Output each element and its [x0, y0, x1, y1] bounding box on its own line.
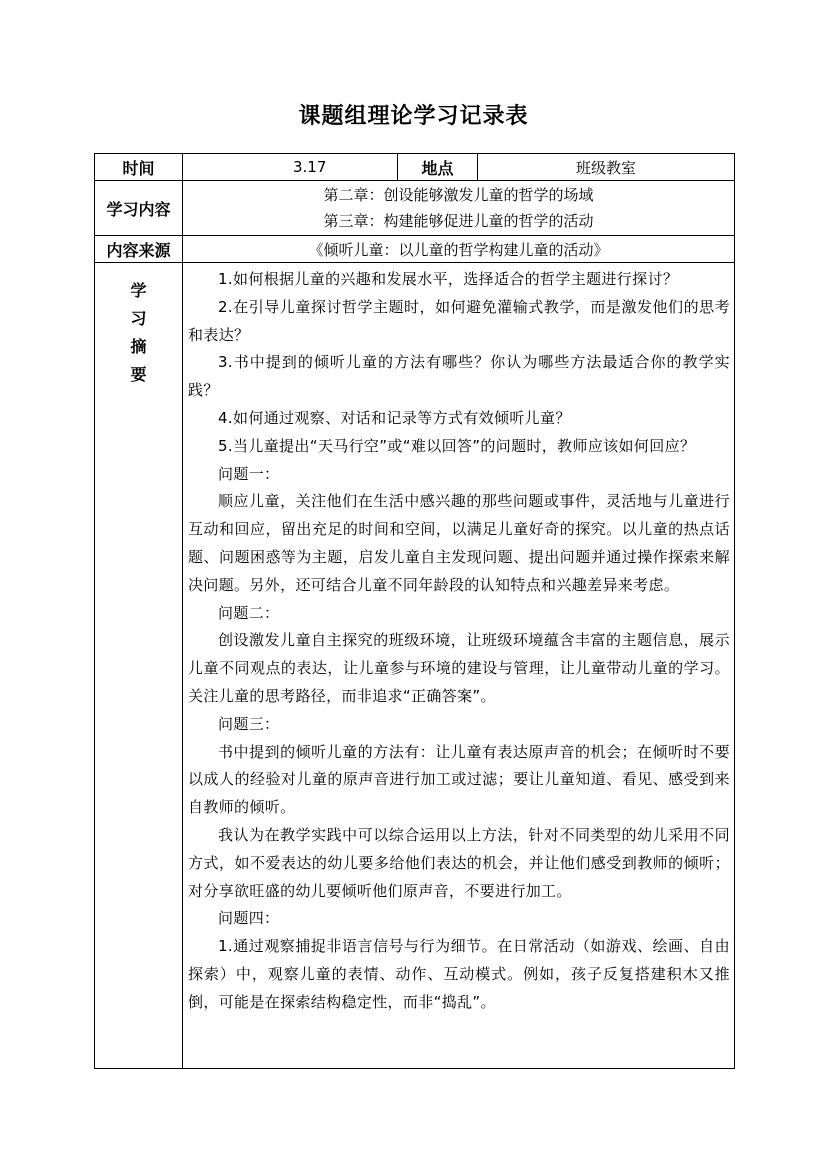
row-time-place	[95, 154, 735, 181]
question-1: 1.如何根据儿童的兴趣和发展水平，选择适合的哲学主题进行探讨？	[218, 270, 679, 288]
place-value: 班级教室	[478, 154, 735, 181]
abstract-body	[183, 263, 735, 1069]
abstract-char-2: 习	[130, 309, 147, 328]
record-table	[94, 153, 735, 1069]
content-line-1: 第二章：创设能够激发儿童的哲学的场域	[323, 186, 594, 204]
source-value: 《倾听儿童：以儿童的哲学构建儿童的活动》	[183, 236, 735, 263]
answer-heading-3: 问题三：	[218, 714, 280, 733]
abstract-char-4: 要	[130, 365, 147, 384]
time-value: 3.17	[183, 154, 398, 181]
row-source	[95, 236, 735, 263]
time-label: 时间	[95, 154, 183, 181]
content-label: 学习内容	[95, 181, 183, 236]
place-label: 地点	[398, 154, 478, 181]
abstract-char-3: 摘	[130, 337, 147, 356]
answer-1: 顺应儿童，关注他们在生活中感兴趣的那些问题或事件，灵活地与儿童进行互动和回应，留出充足的时间和空间，以满足儿童好奇的探究。以儿童的热点话题、问题困惑等为主题，启发儿童自主发现问题、提出问题并通过操作探索来解决问题。另外，还可结合儿童不同年龄段的认知特点和兴趣差异来考虑。	[188, 492, 730, 594]
page-title: 课题组理论学习记录表	[298, 103, 529, 129]
answer-3a: 书中提到的倾听儿童的方法有：让儿童有表达原声音的机会；在倾听时不要以成人的经验对儿童的原声音进行加工或过滤；要让儿童知道、看见、感受到来自教师的倾听。	[188, 742, 730, 817]
abstract-label	[95, 263, 183, 1069]
answer-3b: 我认为在教学实践中可以综合运用以上方法，针对不同类型的幼儿采用不同方式，如不爱表达的幼儿要多给他们表达的机会，并让他们感受到教师的倾听；对分享欲旺盛的幼儿要倾听他们原声音，不要进行加工。	[188, 825, 730, 900]
row-abstract	[95, 263, 735, 1069]
answer-heading-2: 问题二：	[218, 603, 280, 622]
content-line-2: 第三章：构建能够促进儿童的哲学的活动	[323, 212, 594, 230]
row-content	[95, 181, 735, 236]
question-2: 2.在引导儿童探讨哲学主题时，如何避免灌输式教学，而是激发他们的思考和表达？	[188, 297, 730, 344]
abstract-char-1: 学	[130, 281, 147, 300]
content-value	[183, 181, 735, 236]
answer-2: 创设激发儿童自主探究的班级环境，让班级环境蕴含丰富的主题信息，展示儿童不同观点的表达，让儿童参与环境的建设与管理，让儿童带动儿童的学习。关注儿童的思考路径，而非追求“正确答案”。	[188, 631, 730, 705]
question-3: 3.书中提到的倾听儿童的方法有哪些？你认为哪些方法最适合你的教学实践？	[188, 353, 730, 400]
question-5: 5.当儿童提出“天马行空”或“难以回答”的问题时，教师应该如何回应？	[218, 436, 696, 455]
source-label: 内容来源	[95, 236, 183, 263]
answer-heading-1: 问题一：	[218, 464, 280, 483]
answer-4: 1.通过观察捕捉非语言信号与行为细节。在日常活动（如游戏、绘画、自由探索）中，观察儿童的表情、动作、互动模式。例如，孩子反复搭建积木又推倒，可能是在探索结构稳定性，而非“捣乱”。	[188, 937, 730, 1011]
question-4: 4.如何通过观察、对话和记录等方式有效倾听儿童？	[218, 408, 571, 427]
answer-heading-4: 问题四：	[218, 909, 280, 928]
